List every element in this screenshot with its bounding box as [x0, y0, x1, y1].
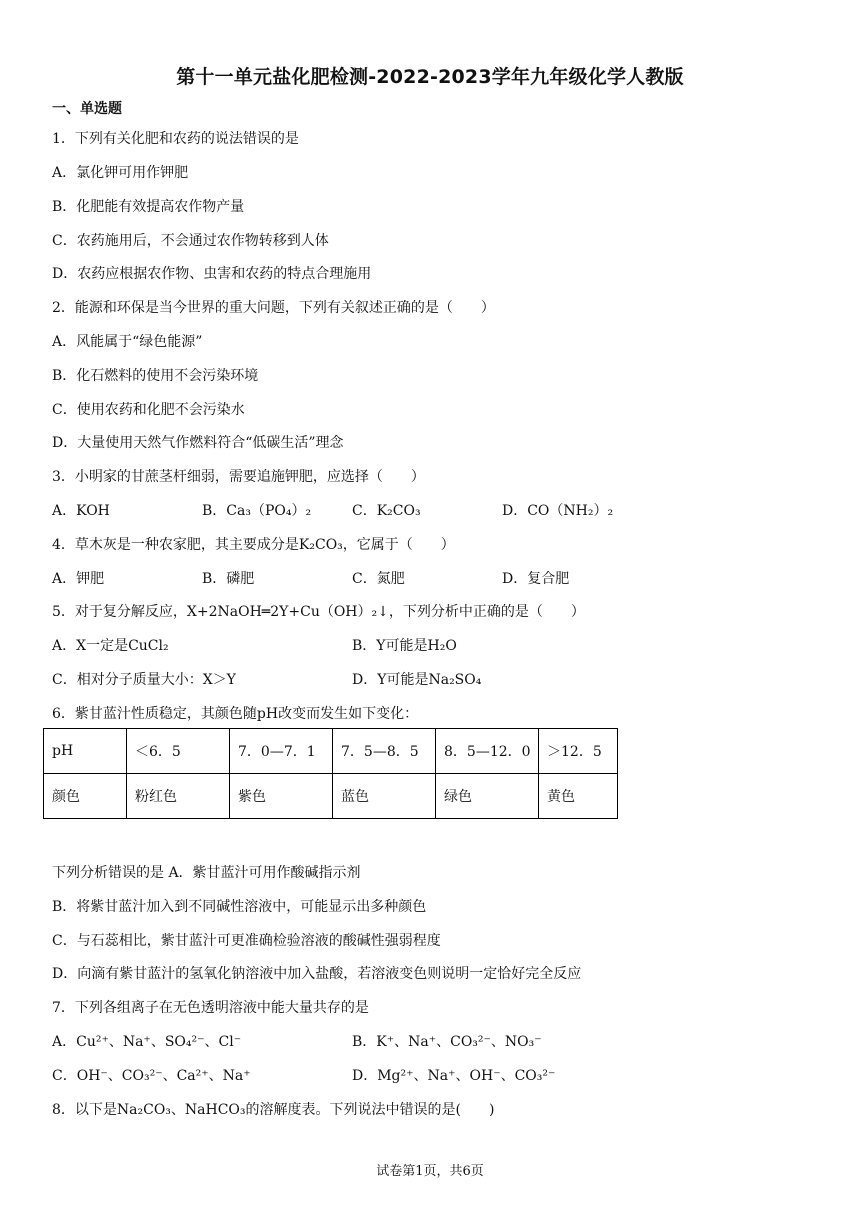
question-3-option-d: D．CO（NH₂）₂ — [502, 503, 614, 519]
question-2-stem: 2．能源和环保是当今世界的重大问题，下列有关叙述正确的是（ ） — [52, 300, 495, 316]
table-cell: 紫色 — [230, 774, 333, 819]
page-footer: 试卷第1页，共6页 — [376, 1164, 484, 1179]
table-cell: 8．5—12．0 — [436, 729, 539, 774]
question-7-option-b: B．K⁺、Na⁺、CO₃²⁻、NO₃⁻ — [352, 1034, 542, 1050]
table-cell: ＞12．5 — [539, 729, 618, 774]
question-8-stem: 8．以下是Na₂CO₃、NaHCO₃的溶解度表。下列说法中错误的是( ) — [52, 1102, 495, 1118]
table-cell: ＜6．5 — [127, 729, 230, 774]
question-1-option-b: B．化肥能有效提高农作物产量 — [52, 199, 245, 215]
question-7-option-d: D．Mg²⁺、Na⁺、OH⁻、CO₃²⁻ — [352, 1068, 556, 1084]
question-2-option-b: B．化石燃料的使用不会污染环境 — [52, 368, 259, 384]
table-cell: 粉红色 — [127, 774, 230, 819]
question-1-option-c: C．农药施用后，不会通过农作物转移到人体 — [52, 233, 329, 249]
question-4-option-a: A．钾肥 — [52, 571, 105, 587]
question-6-option-b: B．将紫甘蓝汁加入到不同碱性溶液中，可能显示出多种颜色 — [52, 899, 427, 915]
question-3-option-b: B．Ca₃（PO₄）₂ — [202, 503, 312, 519]
question-1-option-a: A．氯化钾可用作钾肥 — [52, 165, 189, 181]
question-2-option-c: C．使用农药和化肥不会污染水 — [52, 402, 245, 418]
question-1-option-d: D．农药应根据农作物、虫害和农药的特点合理施用 — [52, 266, 372, 282]
question-2-option-a: A．风能属于“绿色能源” — [52, 334, 203, 350]
table-cell: 7．5—8．5 — [333, 729, 436, 774]
table-cell: 绿色 — [436, 774, 539, 819]
question-5-stem: 5．对于复分解反应，X+2NaOH═2Y+Cu（OH）₂↓，下列分析中正确的是（ ） — [52, 604, 585, 620]
question-4-option-d: D．复合肥 — [502, 571, 570, 587]
question-5-option-d: D．Y可能是Na₂SO₄ — [352, 672, 482, 688]
question-5-option-a: A．X一定是CuCl₂ — [52, 638, 169, 654]
table-cell: 蓝色 — [333, 774, 436, 819]
question-6-stem: 6．紫甘蓝汁性质稳定，其颜色随pH改变而发生如下变化： — [52, 706, 419, 722]
question-1-stem: 1．下列有关化肥和农药的说法错误的是 — [52, 131, 299, 147]
question-7-stem: 7．下列各组离子在无色透明溶液中能大量共存的是 — [52, 1000, 369, 1016]
question-3-option-a: A．KOH — [52, 503, 110, 519]
question-3-option-c: C．K₂CO₃ — [352, 503, 421, 519]
section-heading: 一、单选题 — [52, 101, 122, 117]
question-5-option-b: B．Y可能是H₂O — [352, 638, 457, 654]
question-5-option-c: C．相对分子质量大小：X＞Y — [52, 672, 236, 688]
question-4-stem: 4．草木灰是一种农家肥，其主要成分是K₂CO₃，它属于（ ） — [52, 537, 455, 553]
question-4-option-c: C．氮肥 — [352, 571, 405, 587]
question-3-stem: 3．小明家的甘蔗茎杆细弱，需要追施钾肥，应选择（ ） — [52, 469, 425, 485]
table-cell: 颜色 — [44, 774, 127, 819]
table-cell: pH — [44, 729, 127, 774]
table-cell: 7．0—7．1 — [230, 729, 333, 774]
question-6-option-c: C．与石蕊相比，紫甘蓝汁可更准确检验溶液的酸碱性强弱程度 — [52, 933, 441, 949]
question-2-option-d: D．大量使用天然气作燃料符合“低碳生活”理念 — [52, 435, 344, 451]
ph-color-table — [43, 728, 618, 819]
table-row — [44, 729, 618, 774]
question-7-option-a: A．Cu²⁺、Na⁺、SO₄²⁻、Cl⁻ — [52, 1034, 242, 1050]
page-title: 第十一单元盐化肥检测-2022-2023学年九年级化学人教版 — [176, 66, 684, 88]
question-4-option-b: B．磷肥 — [202, 571, 255, 587]
table-row — [44, 774, 618, 819]
question-6-option-a: 下列分析错误的是 A．紫甘蓝汁可用作酸碱指示剂 — [52, 865, 361, 881]
question-7-option-c: C．OH⁻、CO₃²⁻、Ca²⁺、Na⁺ — [52, 1068, 251, 1084]
question-6-option-d: D．向滴有紫甘蓝汁的氢氧化钠溶液中加入盐酸，若溶液变色则说明一定恰好完全反应 — [52, 966, 582, 982]
table-cell: 黄色 — [539, 774, 618, 819]
